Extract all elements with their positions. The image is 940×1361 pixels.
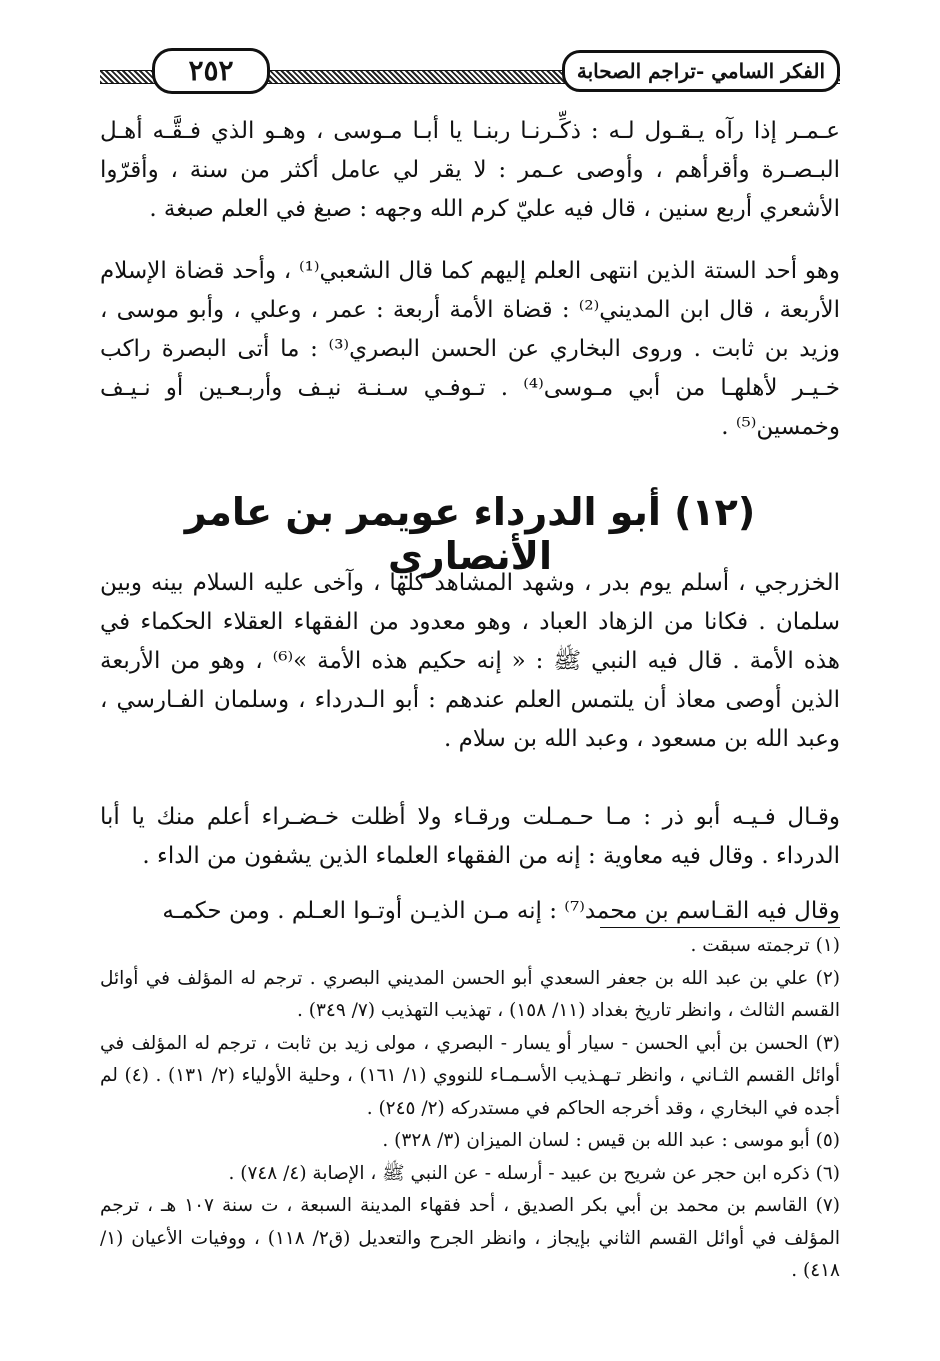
book-title: الفكر السامي -تراجم الصحابة bbox=[562, 50, 840, 92]
footnote-6: (٦) ذكره ابن حجر عن شريح بن عبيد - أرسله - عن النبي ﷺ ، الإصابة (٤/ ٧٤٨) . bbox=[228, 1162, 840, 1184]
paragraph-2 bbox=[100, 252, 840, 447]
paragraph-5 bbox=[100, 892, 840, 931]
footnote-2: (٢) علي بن عبد الله بن جعفر السعدي أبو الحسن المديني البصري . ترجم له المؤلف في أوائل القسم الثالث ، وانظر تاريخ بغداد (١١/ ١٥٨) ، تهذيب التهذيب (٧/ ٣٤٩) . bbox=[100, 967, 840, 1021]
page-header bbox=[100, 48, 840, 94]
page-number: ٢٥٢ bbox=[152, 48, 270, 94]
paragraph-1-text: عـمـر إذا رآه يـقـول لـه : ذكِّـرنـا ربنـا يا أبـا مـوسى ، وهـو الذي فـقَّـه أهـل البـصـرة وأقرأهم ، وأوصى عـمر : لا يقر لي عامل أكثر من سنة ، وأقرّوا الأشعري أربع سنين ، قال فيه عليّ كرم الله وجهه : صبغ في العلم صبغة . bbox=[100, 118, 840, 222]
footnote-separator bbox=[600, 927, 840, 928]
paragraph-1 bbox=[100, 112, 840, 229]
paragraph-3 bbox=[100, 564, 840, 759]
footnote-5: (٥) أبو موسى : عبد الله بن قيس : لسان الميزان (٣/ ٣٢٨) . bbox=[382, 1130, 840, 1151]
paragraph-4 bbox=[100, 798, 840, 876]
footnotes bbox=[100, 930, 840, 1288]
footnote-1: (١) ترجمته سبقت . bbox=[690, 935, 840, 956]
paragraph-3-text: الخزرجي ، أسلم يوم بدر ، وشهد المشاهد كلها ، وآخى عليه السلام بينه وبين سلمان . فكانا من الزهاد العباد ، وهو معدود من الفقهاء العقلاء الحكماء في هذه الأمة . قال فيه النبي ﷺ : « إنه حكيم هذه الأمة »⁽⁶⁾ ، وهو من الأربعة الذين أوصى معاذ أن يلتمس العلم عندهم : أبو الـدرداء ، وسلمان الفـارسي ، وعبد الله بن مسعود ، وعبد الله بن سلام . bbox=[100, 570, 840, 752]
footnote-3-4: (٣) الحسن بن أبي الحسن - سيار أو يسار - البصري ، مولى زيد بن ثابت ، ترجم له المؤلف في أوائل القسم الثـاني ، وانظر تـهـذيب الأسـمـاء للنووي (١/ ١٦١) ، وحلية الأولياء (٢/ ١٣١) . (٤) لم أجده في البخاري ، وقد أخرجه الحاكم في مستدركه (٢/ ٢٤٥) . bbox=[100, 1032, 841, 1119]
paragraph-4-text: وقـال فـيـه أبو ذر : مـا حـمـلت ورقـاء ولا أظلت خـضـراء أعلم منك يا أبا الدرداء . وقال فيه معاوية : إنه من الفقهاء العلماء الذين يشفون من الداء . bbox=[100, 804, 840, 869]
paragraph-5-text: وقال فيه القـاسم بن محمد⁽⁷⁾ : إنه مـن الذيـن أوتـوا العـلم . ومن حكمـه bbox=[162, 898, 840, 924]
section-heading: (١٢) أبو الدرداء عويمر بن عامر الأنصاري bbox=[184, 490, 756, 578]
footnote-7: (٧) القاسم بن محمد بن أبي بكر الصديق ، أحد فقهاء المدينة السبعة ، ت سنة ١٠٧ هـ ، ترجم المؤلف في أوائل القسم الثاني بإيجاز ، وانظر الجرح والتعديل (ق٢/ ١١٨) ، ووفيات الأعيان (١/ ٤١٨) . bbox=[100, 1195, 840, 1281]
paragraph-2-text: وهو أحد الستة الذين انتهى العلم إليهم كما قال الشعبي⁽¹⁾ ، وأحد قضاة الإسلام الأربعة ، قال ابن المديني⁽²⁾ : قضاة الأمة أربعة : عمر ، وعلي ، وأبو موسى ، وزيد بن ثابت . وروى البخاري عن الحسن البصري⁽³⁾ : ما أتى البصرة راكب خـيـر لأهلهـا من أبي مـوسى⁽⁴⁾ . تـوفـي سـنـة نيـف وأربـعـين أو نـيـف وخمسين⁽⁵⁾ . bbox=[100, 258, 840, 440]
